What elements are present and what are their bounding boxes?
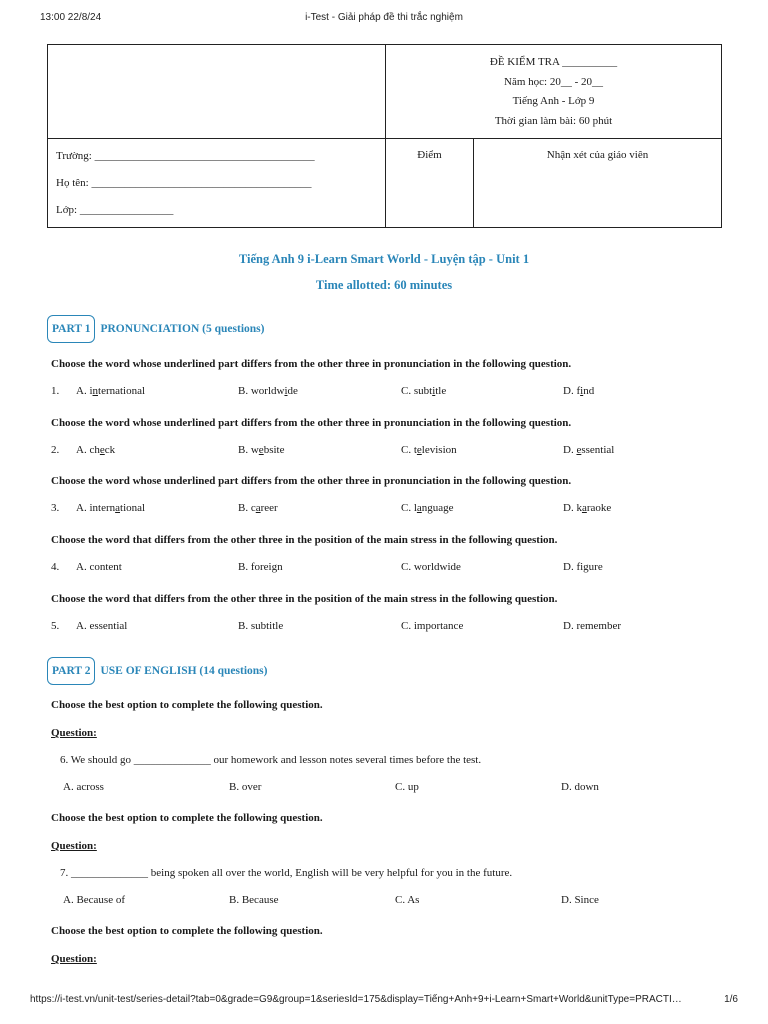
option-pre: f bbox=[576, 385, 581, 397]
underlined-part: i bbox=[580, 385, 584, 397]
option-d: D. down bbox=[561, 781, 599, 793]
print-page-title: i-Test - Giải pháp đề thi trắc nghiệm bbox=[305, 12, 463, 23]
exam-box bbox=[386, 45, 722, 139]
underlined-part: i bbox=[432, 385, 436, 397]
option-pre: k bbox=[576, 502, 582, 515]
part1-instruction: Choose the word whose underlined part differs from the other three in pronunciation in the following question. bbox=[51, 416, 572, 429]
option-label: A. bbox=[76, 385, 90, 397]
option-c bbox=[401, 561, 461, 573]
question-6-text: 6. We should go ______________ our homework and lesson notes several times before the test. bbox=[60, 754, 482, 766]
option-post: raoke bbox=[586, 502, 612, 515]
option-label: B. bbox=[238, 619, 251, 632]
remark-label: Nhận xét của giáo viên bbox=[546, 149, 649, 161]
option-label: C. bbox=[401, 561, 414, 574]
option-pre: worldwide bbox=[413, 561, 461, 574]
option-c bbox=[401, 444, 457, 456]
print-header bbox=[40, 12, 728, 26]
part2-badge: PART 2 bbox=[47, 657, 95, 685]
option-c bbox=[401, 385, 446, 397]
option-label: A. bbox=[76, 443, 90, 456]
part2-instruction: Choose the best option to complete the following question. bbox=[51, 925, 323, 937]
duration: Thời gian làm bài: 60 phút bbox=[494, 114, 613, 127]
part1-instruction: Choose the word that differs from the other three in the position of the main stress in the following question. bbox=[51, 592, 558, 605]
question-row bbox=[51, 444, 691, 460]
option-post: reer bbox=[260, 502, 278, 515]
option-pre: subtitle bbox=[250, 619, 284, 632]
name-field: Họ tên: ________________________________________ bbox=[56, 177, 312, 189]
option-post: de bbox=[287, 385, 298, 397]
option-a bbox=[76, 620, 127, 632]
question-label: Question: bbox=[51, 840, 97, 852]
option-label: D. bbox=[563, 502, 577, 515]
option-label: C. bbox=[401, 619, 414, 632]
option-pre: figure bbox=[576, 561, 603, 574]
underlined-part: a bbox=[416, 502, 422, 515]
underlined-part: a bbox=[115, 502, 121, 515]
option-post: nd bbox=[583, 385, 595, 397]
option-pre: subt bbox=[413, 385, 433, 397]
school-field: Trường: ________________________________________ bbox=[56, 150, 315, 162]
option-label: C. bbox=[401, 443, 414, 456]
option-label: A. bbox=[76, 619, 90, 632]
option-label: B. bbox=[238, 443, 251, 456]
option-b bbox=[238, 561, 283, 573]
question-number: 2. bbox=[51, 443, 60, 456]
option-c: C. As bbox=[395, 894, 420, 906]
option-post: levision bbox=[421, 443, 457, 456]
question-row bbox=[51, 620, 691, 636]
page-url: https://i-test.vn/unit-test/series-detail?tab=0&grade=G9&group=1&seriesId=175&display=Tiếng+Anh+9+i-Learn+Smart+World&unitType=PRACTI… bbox=[30, 994, 682, 1005]
score-label: Điểm bbox=[417, 149, 442, 161]
option-label: B. bbox=[238, 502, 251, 515]
option-b: B. Because bbox=[229, 894, 279, 906]
option-b bbox=[238, 385, 298, 397]
option-pre: i bbox=[89, 385, 93, 397]
score-cell bbox=[386, 139, 474, 228]
option-c bbox=[401, 502, 454, 514]
option-post: ssential bbox=[581, 443, 615, 456]
part1-name: PRONUNCIATION (5 questions) bbox=[100, 323, 265, 335]
option-pre: content bbox=[89, 561, 122, 574]
remark-cell bbox=[474, 139, 722, 228]
option-pre: ch bbox=[89, 443, 100, 456]
option-a bbox=[76, 385, 145, 397]
underlined-part: e bbox=[576, 443, 582, 456]
part2-instruction: Choose the best option to complete the following question. bbox=[51, 699, 323, 711]
question-label: Question: bbox=[51, 953, 97, 965]
print-datetime: 13:00 22/8/24 bbox=[40, 12, 102, 23]
option-a bbox=[76, 561, 122, 573]
part1-badge: PART 1 bbox=[47, 315, 95, 343]
option-b bbox=[238, 620, 283, 632]
question-7-options bbox=[63, 894, 703, 910]
exam-info-table bbox=[47, 44, 722, 228]
underlined-part: e bbox=[416, 443, 422, 456]
question-number: 3. bbox=[51, 502, 60, 515]
part2-name: USE OF ENGLISH (14 questions) bbox=[100, 665, 268, 677]
underlined-part: a bbox=[255, 502, 261, 515]
option-post: bsite bbox=[263, 443, 285, 456]
option-a: A. across bbox=[63, 781, 104, 793]
part2-instruction: Choose the best option to complete the following question. bbox=[51, 812, 323, 824]
question-label: Question: bbox=[51, 727, 97, 739]
option-label: B. bbox=[238, 561, 251, 574]
part2-header bbox=[47, 656, 267, 686]
option-a bbox=[76, 502, 145, 514]
option-label: C. bbox=[401, 502, 414, 515]
question-row bbox=[51, 385, 691, 401]
page-number: 1/6 bbox=[724, 994, 738, 1005]
question-7-text: 7. ______________ being spoken all over the world, English will be very helpful for you in the future. bbox=[60, 867, 513, 879]
part1-instruction: Choose the word that differs from the other three in the position of the main stress in the following question. bbox=[51, 534, 558, 547]
option-pre: essential bbox=[89, 619, 128, 632]
question-number: 1. bbox=[51, 385, 60, 397]
option-pre: importance bbox=[413, 619, 464, 632]
option-pre: foreign bbox=[250, 561, 283, 574]
student-box bbox=[48, 139, 386, 228]
part1-header bbox=[47, 314, 264, 344]
option-a bbox=[76, 444, 115, 456]
option-c bbox=[401, 620, 463, 632]
question-6-options bbox=[63, 781, 703, 797]
option-label: C. bbox=[401, 385, 414, 397]
option-post: ck bbox=[104, 443, 116, 456]
option-post: tional bbox=[120, 502, 146, 515]
option-post: nguage bbox=[421, 502, 454, 515]
option-label: D. bbox=[563, 443, 577, 456]
option-post: ternational bbox=[98, 385, 146, 397]
question-row bbox=[51, 561, 691, 577]
option-label: D. bbox=[563, 619, 577, 632]
underlined-part: i bbox=[284, 385, 288, 397]
option-a: A. Because of bbox=[63, 894, 126, 906]
option-pre: worldw bbox=[250, 385, 285, 397]
question-number: 4. bbox=[51, 561, 60, 574]
option-d bbox=[563, 444, 614, 456]
exam-heading: ĐỀ KIỂM TRA __________ bbox=[489, 56, 618, 68]
option-label: D. bbox=[563, 385, 577, 397]
option-label: A. bbox=[76, 561, 90, 574]
option-d bbox=[563, 502, 611, 514]
document-title: Tiếng Anh 9 i-Learn Smart World - Luyện tập - Unit 1 bbox=[238, 252, 530, 266]
underlined-part: e bbox=[258, 443, 264, 456]
blank-cell bbox=[48, 45, 386, 139]
option-b: B. over bbox=[229, 781, 262, 793]
option-pre: w bbox=[250, 443, 259, 456]
time-allotted: Time allotted: 60 minutes bbox=[315, 278, 453, 292]
part1-instruction: Choose the word whose underlined part differs from the other three in pronunciation in the following question. bbox=[51, 475, 572, 488]
option-pre: remember bbox=[576, 619, 622, 632]
option-c: C. up bbox=[395, 781, 419, 793]
option-label: B. bbox=[238, 385, 251, 397]
option-label: D. bbox=[563, 561, 577, 574]
question-row bbox=[51, 502, 691, 518]
option-pre: t bbox=[413, 443, 417, 456]
school-year: Năm học: 20__ - 20__ bbox=[504, 75, 603, 88]
print-footer bbox=[30, 994, 738, 1008]
option-b bbox=[238, 502, 278, 514]
option-pre: intern bbox=[89, 502, 116, 515]
class-field: Lớp: _________________ bbox=[56, 204, 174, 216]
subject-grade: Tiếng Anh - Lớp 9 bbox=[512, 95, 595, 107]
underlined-part: e bbox=[99, 443, 105, 456]
option-pre: l bbox=[413, 502, 417, 515]
option-d bbox=[563, 620, 621, 632]
option-d bbox=[563, 385, 594, 397]
question-number: 5. bbox=[51, 619, 60, 632]
underlined-part: n bbox=[92, 385, 99, 397]
option-pre: c bbox=[250, 502, 256, 515]
option-post: tle bbox=[435, 385, 447, 397]
option-d bbox=[563, 561, 603, 573]
part1-instruction: Choose the word whose underlined part differs from the other three in pronunciation in the following question. bbox=[51, 358, 572, 370]
option-d: D. Since bbox=[561, 894, 599, 906]
option-label: A. bbox=[76, 502, 90, 515]
underlined-part: a bbox=[581, 502, 587, 515]
option-b bbox=[238, 444, 284, 456]
